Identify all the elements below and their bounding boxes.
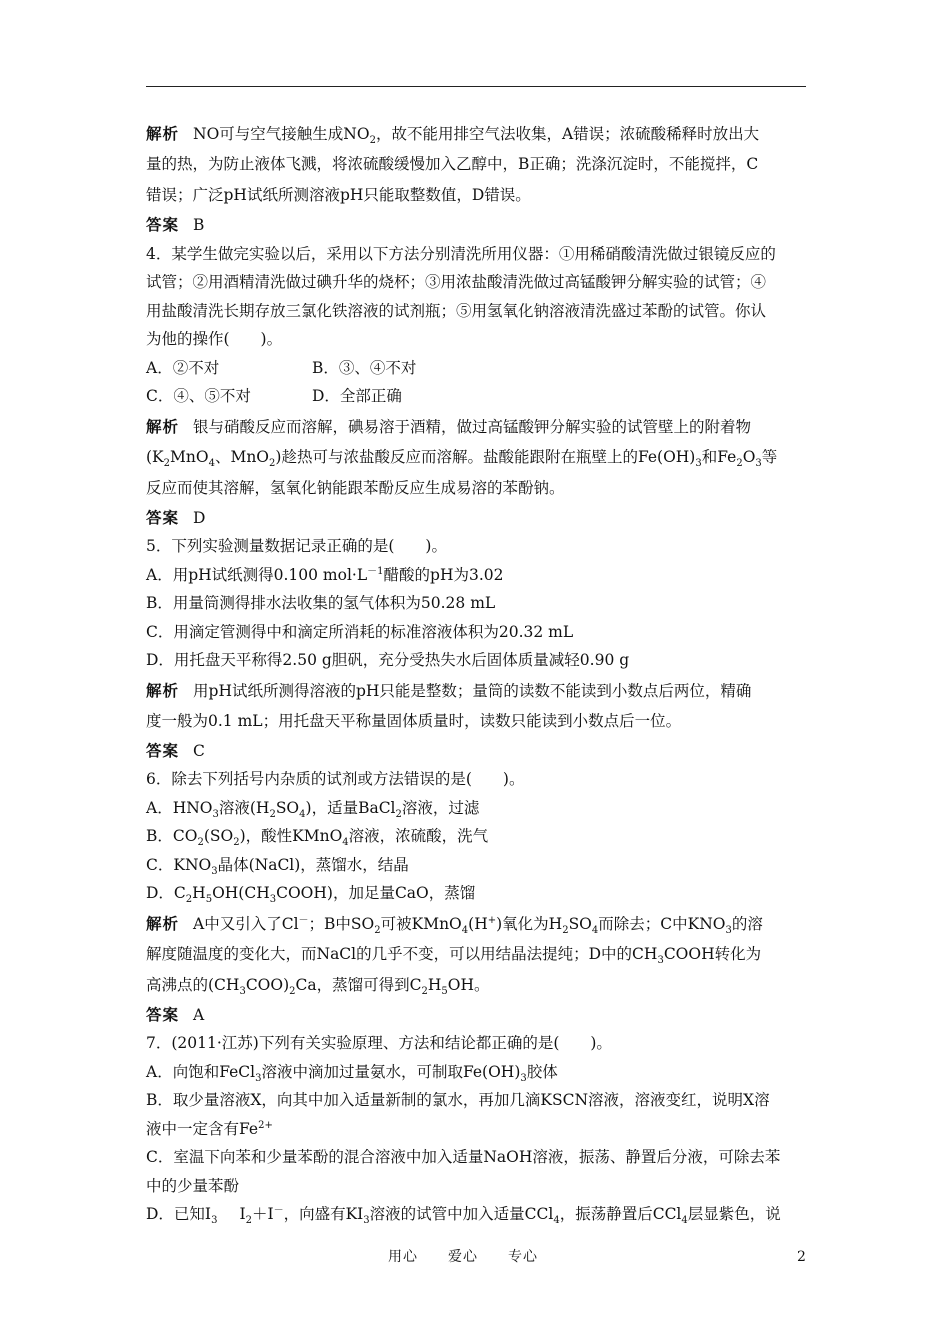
analysis-6-line-2: 解度随温度的变化大，而NaCl的几乎不变，可以用结晶法提纯；D中的$CH_3COOH$转化为 [146, 944, 762, 966]
question-5-stem: 5．下列实验测量数据记录正确的是( )。 [146, 537, 447, 555]
question-4-line-2: 试管；②用酒精清洗做过碘升华的烧杯；③用浓盐酸清洗做过高锰酸钾分解实验的试管；④ [146, 273, 767, 291]
question-6-stem: 6．除去下列括号内杂质的试剂或方法错误的是( )。 [146, 770, 525, 788]
question-5-option-a: A．用pH试纸测得0.100 $mol\cdot L^{-1}$醋酸的pH为3.02 [146, 565, 504, 584]
question-6-option-b: B．$CO_2(SO_2)$，酸性KMnO$_4$溶液，浓硫酸，洗气 [146, 827, 489, 849]
question-4-line-3: 用盐酸清洗长期存放三氯化铁溶液的试剂瓶；⑤用氢氧化钠溶液清洗盛过苯酚的试管。你认 [146, 301, 767, 320]
question-7-option-b-line-1: B．取少量溶液X，向其中加入适量新制的氯水，再加几滴KSCN溶液，溶液变红，说明X溶 [146, 1091, 770, 1109]
analysis-6-line-3: 高沸点的$(CH_3COO)_2Ca$，蒸馏可得到$C_2H_5OH$。 [146, 975, 490, 997]
question-6-option-a: A．$HNO_3$溶液$(H_2SO_4)$，适量BaCl$_2$溶液，过滤 [146, 798, 480, 820]
question-7-option-a: A．向饱和FeCl$_3$溶液中滴加过量氨水，可制取$Fe(OH)_3$胶体 [146, 1062, 558, 1084]
analysis-4-line-2: ($K_2MnO_4$、MnO$_2$)趁热可与浓盐酸反应而溶解。盐酸能跟附在瓶壁上的$Fe(OH)_3$和$Fe_2O_3$等 [146, 447, 778, 469]
header-rule [146, 86, 806, 87]
question-7-option-d-line-1: D．已知$I_3$ $I_2+I^-$，向盛有$KI_3$溶液的试管中加入适量CCl$_4$，振荡静置后CCl$_4$层显紫色，说 [146, 1204, 781, 1227]
analysis-5-line-1: 解析 用pH试纸所测得溶液的pH只能是整数；量筒的读数不能读到小数点后两位，精确 [146, 680, 752, 700]
question-6-option-d: D．$C_2H_5OH(CH_3COOH)$，加足量CaO，蒸馏 [146, 884, 476, 906]
question-4-line-1: 4．某学生做完实验以后，采用以下方法分别清洗所用仪器：①用稀硝酸清洗做过银镜反应的 [146, 244, 776, 263]
answer-6: 答案 A [146, 1004, 205, 1024]
question-7-option-b-line-2: 液中一定含有$Fe^{2+}$ [146, 1119, 273, 1138]
answer-3: 答案 B [146, 215, 205, 234]
question-5-option-b: B．用量筒测得排水法收集的氢气体积为50.28 mL [146, 594, 496, 612]
analysis-3-line-2: 量的热，为防止液体飞溅，将浓硫酸缓慢加入乙醇中，B正确；洗涤沉淀时，不能搅拌，C [146, 155, 759, 173]
page-footer [0, 1246, 950, 1268]
question-7-stem: 7．(2011·江苏)下列有关实验原理、方法和结论都正确的是( )。 [146, 1034, 612, 1052]
question-5-option-d: D．用托盘天平称得2.50 g胆矾，充分受热失水后固体质量减轻0.90 g [146, 651, 630, 669]
question-5-option-c: C．用滴定管测得中和滴定所消耗的标准溶液体积为20.32 mL [146, 622, 574, 641]
question-4-options-ab: A．②不对 B．③、④不对 [146, 358, 417, 377]
page-content [146, 118, 808, 1229]
page-number: 2 [797, 1249, 806, 1265]
analysis-5-line-2: 度一般为0.1 mL；用托盘天平称量固体质量时，读数只能读到小数点后一位。 [146, 711, 682, 730]
analysis-3-line-3: 错误；广泛pH试纸所测溶液pH只能取整数值，D错误。 [146, 186, 531, 204]
footer-motto: 用心 爱心 专心 [388, 1249, 538, 1265]
question-6-option-c: C．$KNO_3$晶体(NaCl)，蒸馏水，结晶 [146, 855, 409, 877]
analysis-3-line-1: 解析 NO可与空气接触生成$NO_2$，故不能用排空气法收集，A错误；浓硫酸稀释时放出大 [146, 124, 760, 147]
answer-5: 答案 C [146, 740, 205, 760]
answer-4: 答案 D [146, 507, 206, 527]
analysis-6-line-1: 解析 A中又引入了Cl－；B中$SO_2$可被KMnO$_4$(H+)氧化为$H_2SO_4$而除去；C中$KNO_3$的溶 [146, 913, 763, 936]
question-4-options-cd: C．④、⑤不对 D．全部正确 [146, 387, 402, 405]
question-7-option-c-line-1: C．室温下向苯和少量苯酚的混合溶液中加入适量NaOH溶液，振荡、静置后分液，可除去苯 [146, 1148, 781, 1166]
question-4-line-4: 为他的操作( )。 [146, 330, 283, 348]
analysis-4-line-3: 反应而使其溶解，氢氧化钠能跟苯酚反应生成易溶的苯酚钠。 [146, 478, 565, 497]
question-7-option-c-line-2: 中的少量苯酚 [146, 1176, 240, 1195]
analysis-4-line-1: 解析 银与硝酸反应而溶解，碘易溶于酒精，做过高锰酸钾分解实验的试管壁上的附着物 [146, 416, 752, 436]
